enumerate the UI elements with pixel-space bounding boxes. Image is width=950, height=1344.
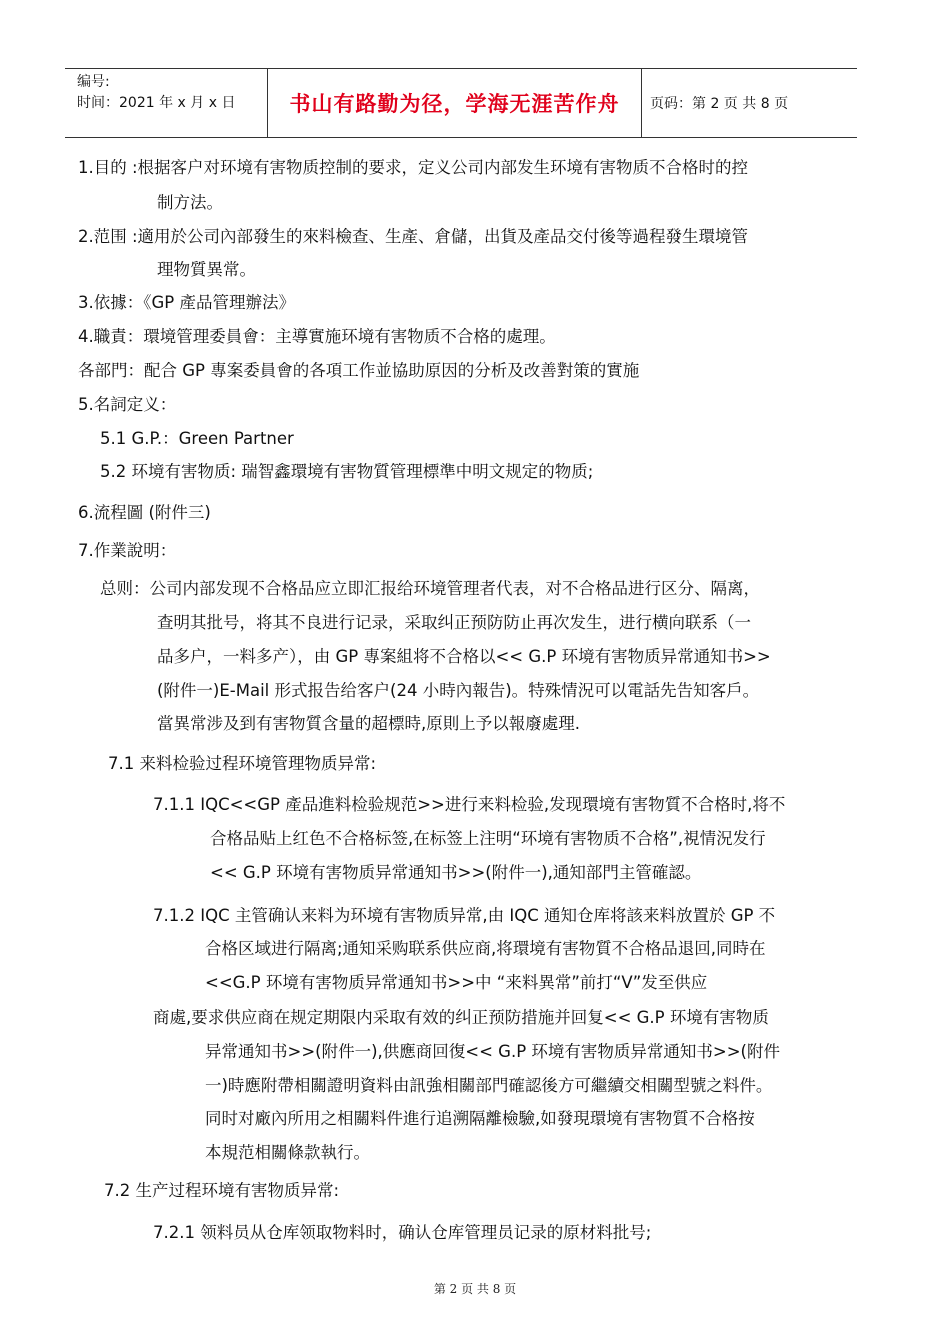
definition-gp: 5.1 G.P.：Green Partner <box>100 429 294 448</box>
section-departments: 各部門：配合 GP 專案委員會的各項工作並協助原因的分析及改善對策的實施 <box>78 361 640 380</box>
item-7-1-2-line5: 异常通知书>>(附件一),供應商回復<< G.P 环境有害物质异常通知书>>(附件 <box>205 1042 780 1061</box>
item-7-1-2-line1: 7.1.2 IQC 主管确认来料为环境有害物质异常,由 IQC 通知仓库将該来料放置於 GP 不 <box>153 906 776 925</box>
section-operation: 7.作業說明： <box>78 541 177 560</box>
section-purpose-line1: 1.目的 :根据客户对环境有害物质控制的要求，定义公司内部发生环境有害物质不合格时的控 <box>78 158 749 177</box>
section-basis: 3.依據：《GP 產品管理辦法》 <box>78 293 295 312</box>
item-7-1-2-line3: <<G.P 环境有害物质异常通知书>>中 “来料異常”前打“V”发至供应 <box>205 973 708 992</box>
item-7-1-1-line1: 7.1.1 IQC<<GP 產品進料检验规范>>进行来料检验,发现環境有害物質不合格时,将不 <box>153 795 786 814</box>
section-scope-line2: 理物質異常。 <box>157 260 256 279</box>
header-meta <box>65 69 267 137</box>
general-line5: 當異常涉及到有害物質含量的超標時,原則上予以報廢處理. <box>157 714 580 733</box>
section-7-1-heading: 7.1 来料检验过程环境管理物质异常: <box>108 754 377 773</box>
item-7-1-1-line2: 合格品贴上红色不合格标签,在标签上注明“环境有害物质不合格”,視情況发行 <box>210 829 766 848</box>
definition-hazardous: 5.2 环境有害物质: 瑞智鑫環境有害物質管理標準中明文规定的物质; <box>100 462 594 481</box>
item-7-2-1: 7.2.1 领料员从仓库领取物料时，确认仓库管理员记录的原材料批号; <box>153 1223 652 1242</box>
document-date: 时间：2021 年 x 月 x 日 <box>77 95 236 111</box>
section-7-2-heading: 7.2 生产过程环境有害物质异常: <box>104 1181 340 1200</box>
page-footer: 第 2 页 共 8 页 <box>433 1282 517 1296</box>
header-page-number: 页码：第 2 页 共 8 页 <box>650 96 789 112</box>
section-definitions: 5.名詞定义： <box>78 395 177 414</box>
item-7-1-1-line3: << G.P 环境有害物质异常通知书>>(附件一),通知部門主管確認。 <box>210 863 702 882</box>
section-scope-line1: 2.范围 :適用於公司內部發生的來料檢查、生產、倉儲，出貨及產品交付後等過程發生環境管 <box>78 227 749 246</box>
section-duties: 4.職責：環境管理委員會：主導實施环境有害物质不合格的處理。 <box>78 327 556 346</box>
general-line3: 品多户，一料多产），由 GP 專案組将不合格以<< G.P 环境有害物质异常通知书>> <box>157 647 771 666</box>
item-7-1-2-line4: 商處,要求供应商在规定期限内采取有效的纠正预防措施并回复<< G.P 环境有害物质 <box>153 1008 769 1027</box>
item-7-1-2-line6: 一)時應附帶相關證明資料由訊強相關部門確認後方可繼續交相關型號之料件。 <box>205 1076 773 1095</box>
section-purpose-line2: 制方法。 <box>157 193 223 212</box>
item-7-1-2-line2: 合格区域进行隔离;通知采购联系供应商,将環境有害物質不合格品退回,同時在 <box>205 939 766 958</box>
general-line2: 查明其批号，将其不良进行记录，采取纠正预防防止再次发生，进行横向联系（一 <box>157 613 751 632</box>
header-motto: 书山有路勤为径，学海无涯苦作舟 <box>267 69 642 137</box>
general-line1: 总则：公司内部发现不合格品应立即汇报给环境管理者代表，对不合格品进行区分、隔离， <box>100 579 760 598</box>
item-7-1-2-line8: 本規范相關條款執行。 <box>205 1143 370 1162</box>
document-number-label: 编号: <box>77 74 110 90</box>
general-line4: (附件一)E-Mail 形式报告给客户(24 小時內報告)。特殊情況可以電話先告知客戶。 <box>157 681 760 700</box>
item-7-1-2-line7: 同时对廠內所用之相關料件進行追溯隔離檢驗,如發現環境有害物質不合格按 <box>205 1109 755 1128</box>
document-header <box>65 68 857 138</box>
section-flowchart: 6.流程圖 (附件三) <box>78 503 211 522</box>
